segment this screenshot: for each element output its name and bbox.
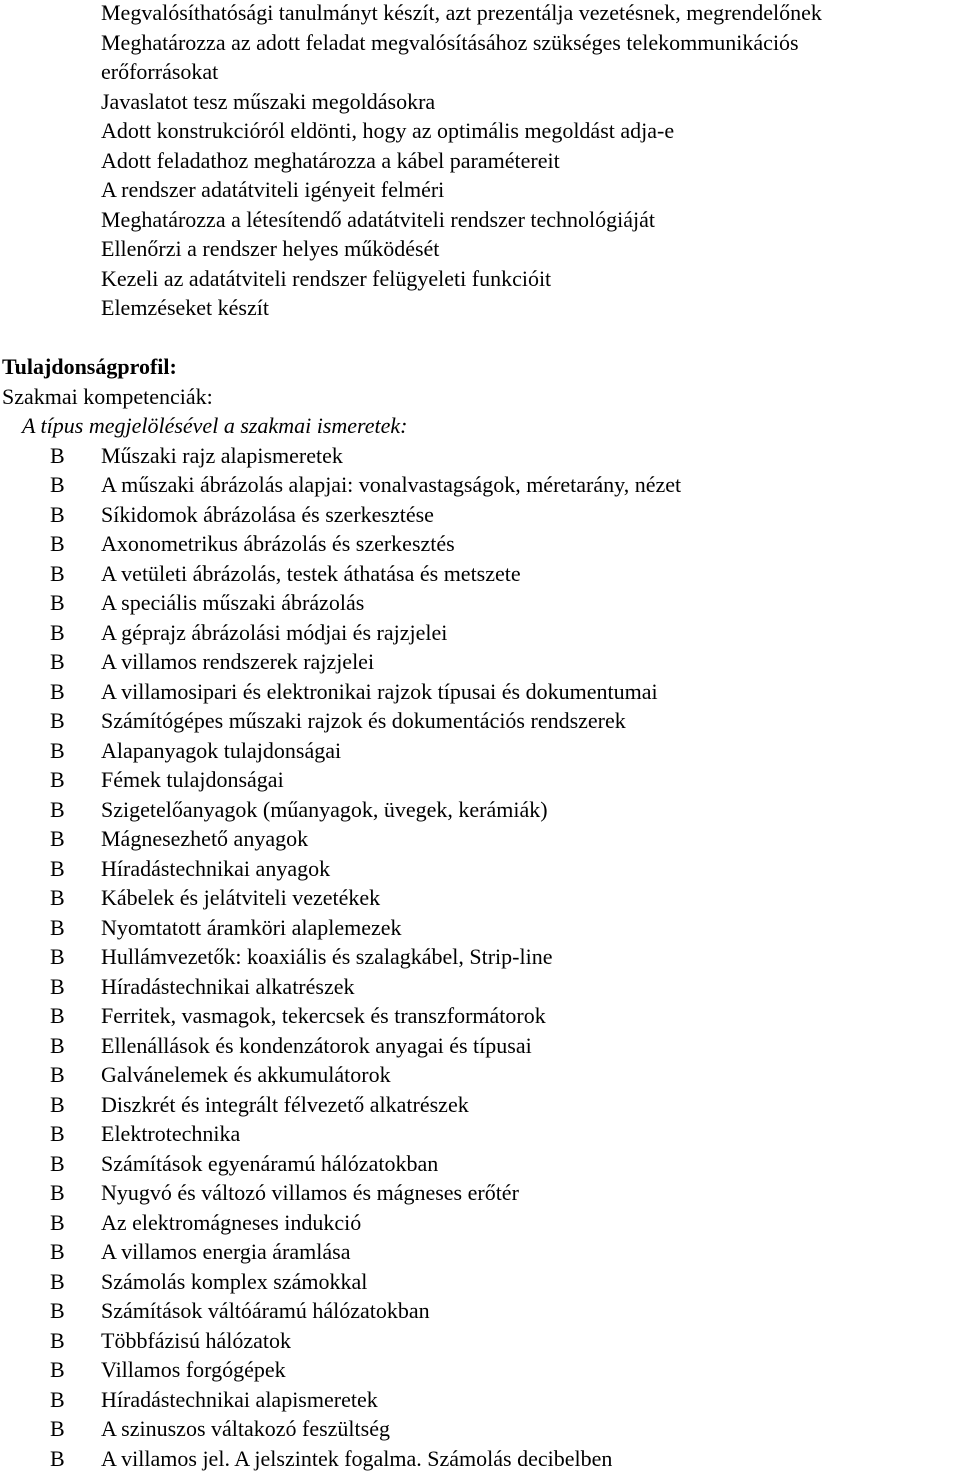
task-line: Adott konstrukcióról eldönti, hogy az optimális megoldást adja-e: [101, 118, 675, 143]
item-type-code: B: [50, 678, 65, 704]
item-type-code: B: [50, 1445, 65, 1471]
item-text: A villamos jel. A jelszintek fogalma. Számolás decibelben: [101, 1445, 613, 1471]
item-text: Nyomtatott áramköri alaplemezek: [101, 914, 402, 940]
item-text: Számítógépes műszaki rajzok és dokumentációs rendszerek: [101, 708, 626, 733]
item-type-code: B: [50, 1032, 65, 1058]
item-text: Galvánelemek és akkumulátorok: [101, 1062, 391, 1087]
item-type-code: B: [50, 737, 65, 763]
item-type-code: B: [50, 1003, 65, 1028]
item-type-code: B: [50, 708, 65, 733]
item-type-code: B: [50, 767, 65, 792]
item-type-code: B: [50, 1416, 65, 1441]
item-type-code: B: [50, 914, 65, 940]
item-type-code: B: [50, 1209, 65, 1235]
item-text: Axonometrikus ábrázolás és szerkesztés: [101, 531, 455, 556]
task-line: Kezeli az adatátviteli rendszer felügyeleti funkcióit: [101, 265, 552, 291]
item-type-code: B: [50, 855, 65, 881]
item-text: Ferritek, vasmagok, tekercsek és transzformátorok: [101, 1003, 546, 1028]
item-type-code: B: [50, 1268, 65, 1294]
item-text: Diszkrét és integrált félvezető alkatrészek: [101, 1091, 469, 1117]
item-type-code: B: [50, 442, 65, 468]
item-type-code: B: [50, 472, 65, 497]
item-type-code: B: [50, 1386, 65, 1412]
item-text: A villamos rendszerek rajzjelei: [101, 649, 375, 674]
section-intro: A típus megjelölésével a szakmai ismeretek:: [22, 413, 408, 438]
item-text: Hullámvezetők: koaxiális és szalagkábel, Strip-line: [101, 944, 553, 969]
item-type-code: B: [50, 1150, 65, 1176]
item-text: A villamos energia áramlása: [101, 1239, 351, 1264]
item-type-code: B: [50, 619, 65, 645]
item-text: Számítások váltóáramú hálózatokban: [101, 1298, 430, 1323]
task-line: Adott feladathoz meghatározza a kábel paramétereit: [101, 147, 560, 173]
item-text: Alapanyagok tulajdonságai: [101, 737, 342, 763]
item-type-code: B: [50, 560, 65, 586]
item-text: Mágnesezhető anyagok: [101, 826, 309, 851]
item-text: Nyugvó és változó villamos és mágneses erőtér: [101, 1180, 519, 1205]
item-type-code: B: [50, 1180, 65, 1205]
task-line: Meghatározza az adott feladat megvalósításához szükséges telekommunikációs: [101, 29, 799, 55]
item-text: Villamos forgógépek: [101, 1357, 286, 1382]
item-text: Híradástechnikai alapismeretek: [101, 1386, 378, 1412]
item-text: A villamosipari és elektronikai rajzok típusai és dokumentumai: [101, 678, 658, 704]
item-text: A géprajz ábrázolási módjai és rajzjelei: [101, 619, 448, 645]
task-line: Elemzéseket készít: [101, 295, 269, 320]
item-text: A műszaki ábrázolás alapjai: vonalvastagságok, méretarány, nézet: [101, 472, 682, 497]
item-text: A speciális műszaki ábrázolás: [101, 590, 365, 615]
item-type-code: B: [50, 1239, 65, 1264]
item-text: Fémek tulajdonságai: [101, 767, 284, 792]
item-text: Többfázisú hálózatok: [101, 1327, 291, 1353]
item-type-code: B: [50, 501, 65, 527]
item-text: Szigetelőanyagok (műanyagok, üvegek, kerámiák): [101, 796, 548, 822]
item-text: Számolás komplex számokkal: [101, 1268, 368, 1294]
item-type-code: B: [50, 1121, 65, 1146]
item-type-code: B: [50, 973, 65, 999]
item-type-code: B: [50, 885, 65, 910]
task-line: erőforrásokat: [101, 59, 219, 84]
item-type-code: B: [50, 944, 65, 969]
item-text: Számítások egyenáramú hálózatokban: [101, 1150, 439, 1176]
item-type-code: B: [50, 1062, 65, 1087]
item-type-code: B: [50, 1091, 65, 1117]
item-type-code: B: [50, 1357, 65, 1382]
item-type-code: B: [50, 1327, 65, 1353]
item-text: Kábelek és jelátviteli vezetékek: [101, 885, 381, 910]
item-text: A szinuszos váltakozó feszültség: [101, 1416, 390, 1441]
task-line: Ellenőrzi a rendszer helyes működését: [101, 236, 440, 261]
item-type-code: B: [50, 1298, 65, 1323]
task-line: Javaslatot tesz műszaki megoldásokra: [101, 88, 436, 114]
task-line: Meghatározza a létesítendő adatátviteli rendszer technológiáját: [101, 206, 656, 232]
item-text: A vetületi ábrázolás, testek áthatása és metszete: [101, 560, 521, 586]
item-type-code: B: [50, 796, 65, 822]
item-type-code: B: [50, 826, 65, 851]
item-text: Műszaki rajz alapismeretek: [101, 442, 343, 468]
item-text: Síkidomok ábrázolása és szerkesztése: [101, 501, 434, 527]
section-subheading: Szakmai kompetenciák:: [2, 383, 213, 409]
item-text: Híradástechnikai anyagok: [101, 855, 331, 881]
task-line: Megvalósíthatósági tanulmányt készít, azt prezentálja vezetésnek, megrendelőnek: [101, 0, 822, 25]
item-text: Ellenállások és kondenzátorok anyagai és típusai: [101, 1032, 532, 1058]
item-text: Elektrotechnika: [101, 1121, 241, 1146]
item-text: Az elektromágneses indukció: [101, 1209, 362, 1235]
section-heading: Tulajdonságprofil:: [2, 354, 177, 379]
item-text: Híradástechnikai alkatrészek: [101, 973, 355, 999]
task-line: A rendszer adatátviteli igényeit felméri: [101, 177, 445, 202]
item-type-code: B: [50, 531, 65, 556]
item-type-code: B: [50, 649, 65, 674]
item-type-code: B: [50, 590, 65, 615]
